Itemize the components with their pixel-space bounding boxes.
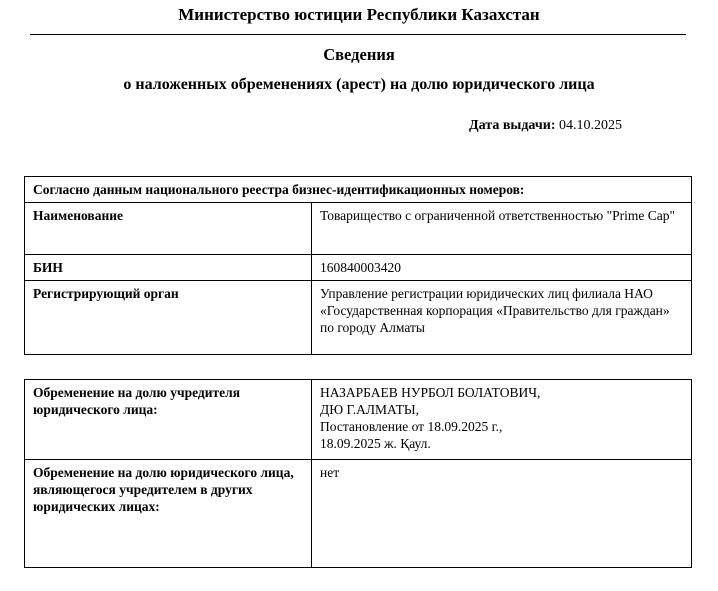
registering-body-value: Управление регистрации юридических лиц филиала НАО «Государственная корпорация «Правительство для граждан» по городу Алматы — [312, 281, 692, 355]
encumbrance-line: ДЮ Г.АЛМАТЫ, — [320, 402, 419, 417]
bin-value: 160840003420 — [312, 255, 692, 281]
name-label: Наименование — [25, 203, 312, 255]
table-row — [25, 281, 692, 355]
table-row — [25, 380, 692, 460]
name-value: Товарищество с ограниченной ответственностью "Prime Cap" — [312, 203, 692, 255]
bin-label: БИН — [25, 255, 312, 281]
founder-share-encumbrance-value — [312, 380, 692, 460]
registry-table — [24, 176, 692, 355]
document-subtitle: о наложенных обременениях (арест) на долю юридического лица — [123, 76, 595, 93]
table-row — [25, 203, 692, 255]
document-title: Сведения — [323, 45, 395, 64]
registry-caption-row — [25, 177, 692, 203]
encumbrance-line: НАЗАРБАЕВ НУРБОЛ БОЛАТОВИЧ, — [320, 385, 541, 400]
founder-share-encumbrance-label: Обременение на долю учредителя юридического лица: — [25, 380, 312, 460]
encumbrance-line: 18.09.2025 ж. Қаул. — [320, 436, 431, 451]
encumbrance-line: Постановление от 18.09.2025 г., — [320, 419, 503, 434]
registering-body-label: Регистрирующий орган — [25, 281, 312, 355]
registry-caption: Согласно данным национального реестра бизнес-идентификационных номеров: — [25, 177, 692, 203]
header-divider — [30, 34, 686, 35]
issue-date-value: 04.10.2025 — [559, 118, 622, 133]
table-row — [25, 460, 692, 568]
encumbrance-table — [24, 379, 692, 568]
entity-share-encumbrance-value: нет — [312, 460, 692, 568]
table-row — [25, 255, 692, 281]
issue-date-label: Дата выдачи: — [469, 118, 556, 133]
ministry-name: Министерство юстиции Республики Казахстан — [178, 5, 540, 24]
entity-share-encumbrance-label: Обременение на долю юридического лица, являющегося учредителем в других юридических лицах: — [25, 460, 312, 568]
issue-date-line — [469, 118, 622, 134]
